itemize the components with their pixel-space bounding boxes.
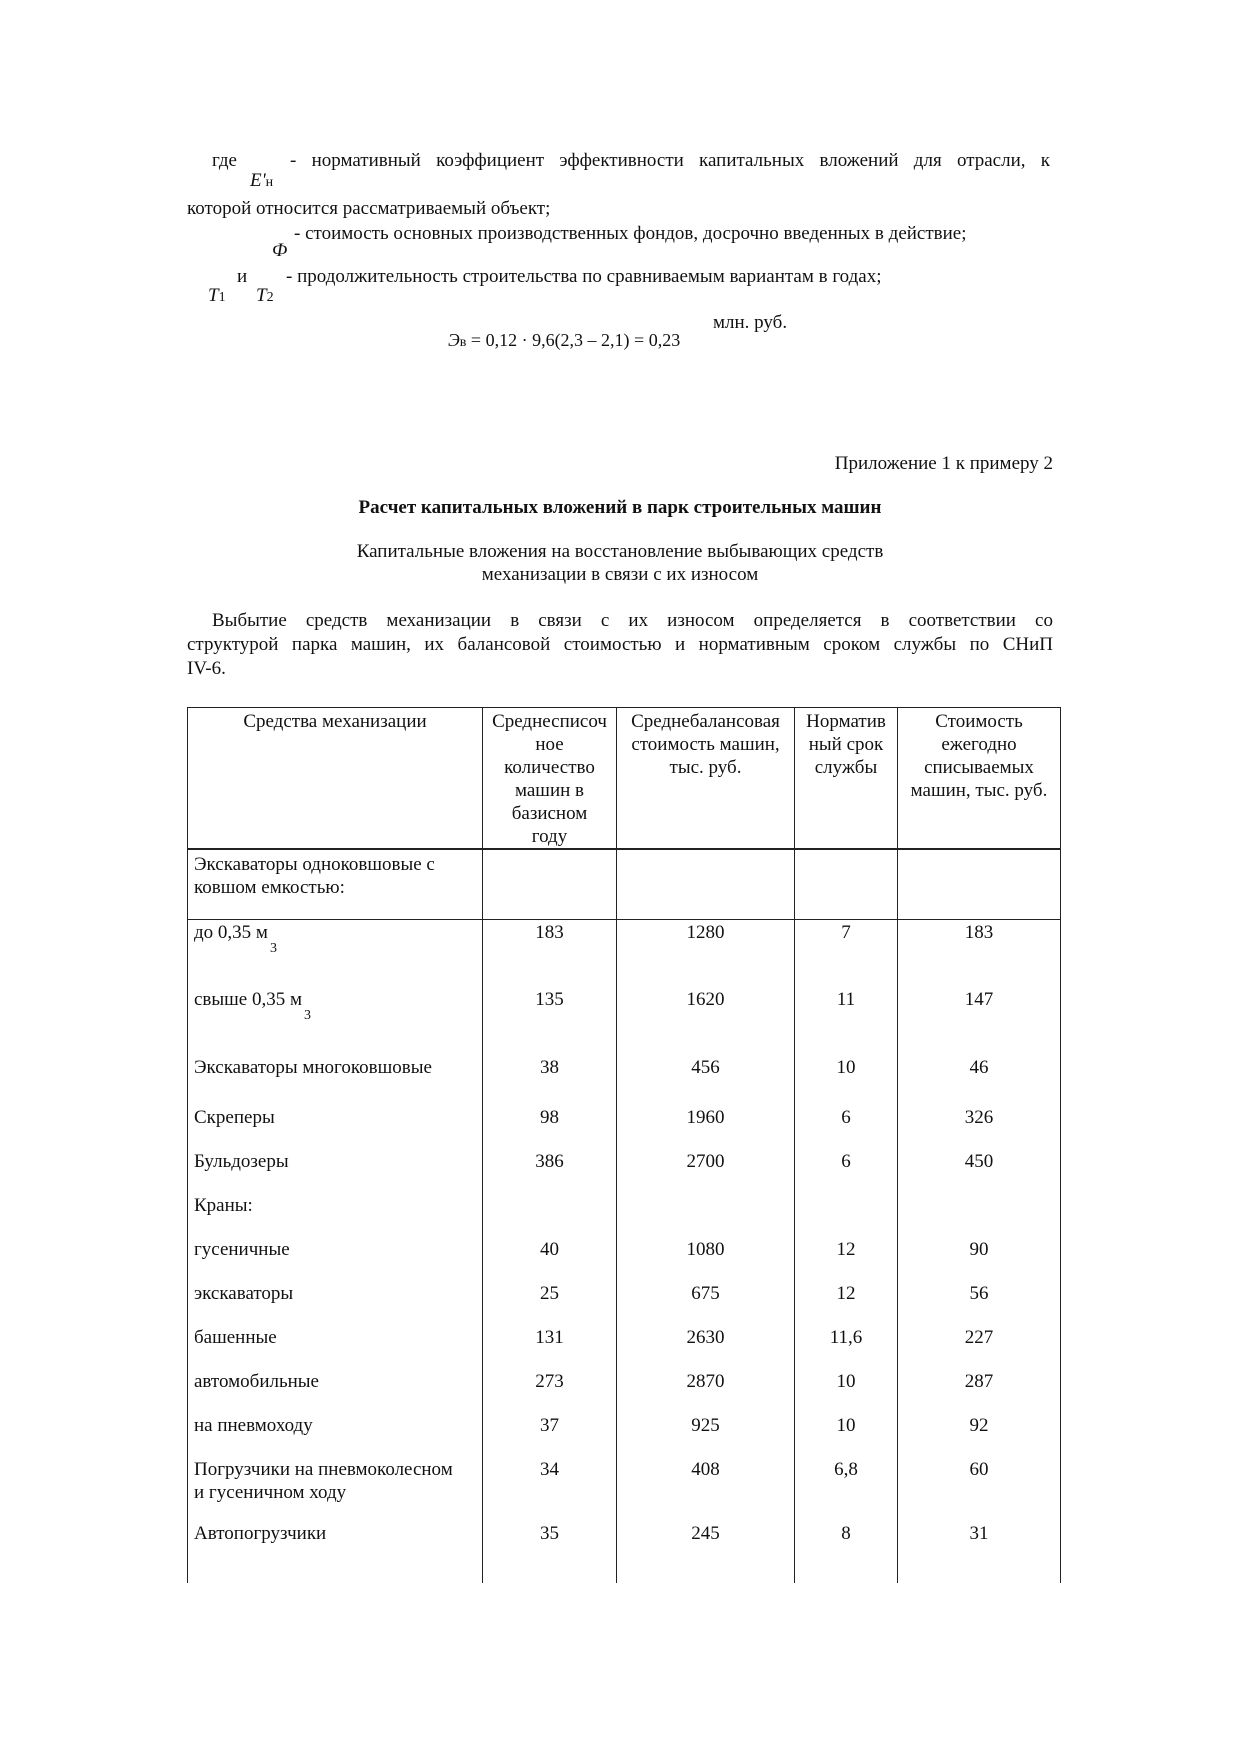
table-row (188, 1369, 1061, 1413)
machinery-name: Скреперы (188, 1105, 483, 1149)
avg-count-cell: 183 (483, 919, 617, 987)
service-life-cell (795, 849, 898, 919)
symbol-e: E'н (250, 170, 274, 191)
machinery-name: на пневмоходу (188, 1413, 483, 1457)
table-row (188, 1149, 1061, 1193)
machinery-name: свыше 0,35 $м_3$ (188, 987, 483, 1055)
service-life-cell: 6,8 (795, 1457, 898, 1521)
table-row (188, 987, 1061, 1055)
definition-f-text: - стоимость основных производственных фондов, досрочно введенных в действие; (294, 223, 967, 244)
header-avg-cost: Среднебалансовая стоимость машин, тыс. руб. (617, 708, 795, 850)
symbol-f: Ф (272, 240, 288, 261)
avg-cost-cell: 1620 (617, 987, 795, 1055)
avg-cost-cell: 2870 (617, 1369, 795, 1413)
machinery-name: Бульдозеры (188, 1149, 483, 1193)
table-row (188, 1055, 1061, 1105)
avg-cost-cell: 1280 (617, 919, 795, 987)
avg-cost-cell: 408 (617, 1457, 795, 1521)
avg-cost-cell: 245 (617, 1521, 795, 1583)
avg-cost-cell: 925 (617, 1413, 795, 1457)
definition-e-continued: которой относится рассматриваемый объект; (187, 198, 551, 219)
table-row (188, 1413, 1061, 1457)
service-life-cell: 6 (795, 1149, 898, 1193)
subheading-line1: Капитальные вложения на восстановление выбывающих средств (356, 541, 884, 562)
avg-count-cell: 38 (483, 1055, 617, 1105)
avg-count-cell (483, 1193, 617, 1237)
formula: Эв = 0,12 · 9,6(2,3 – 2,1) = 0,23 (448, 330, 681, 350)
avg-count-cell: 131 (483, 1325, 617, 1369)
annual-writeoff-cell: 287 (898, 1369, 1061, 1413)
header-service-life: Норматив ный срок службы (795, 708, 898, 850)
service-life-cell: 11 (795, 987, 898, 1055)
page-heading: Расчет капитальных вложений в парк строительных машин (358, 497, 882, 518)
annual-writeoff-cell: 227 (898, 1325, 1061, 1369)
paragraph-line2: структурой парка машин, их балансовой стоимостью и нормативным сроком службы по СНиП (187, 634, 1053, 655)
machinery-name: автомобильные (188, 1369, 483, 1413)
annual-writeoff-cell (898, 849, 1061, 919)
table-row (188, 1457, 1061, 1521)
avg-cost-cell: 2700 (617, 1149, 795, 1193)
avg-cost-cell (617, 849, 795, 919)
formula-unit: млн. руб. (713, 312, 788, 333)
avg-count-cell: 25 (483, 1281, 617, 1325)
table-row (188, 1521, 1061, 1583)
machinery-name: башенные (188, 1325, 483, 1369)
service-life-cell: 8 (795, 1521, 898, 1583)
service-life-cell: 10 (795, 1055, 898, 1105)
table-row (188, 919, 1061, 987)
machinery-name: до 0,35 $м_3$ (188, 919, 483, 987)
annual-writeoff-cell: 92 (898, 1413, 1061, 1457)
avg-cost-cell: 456 (617, 1055, 795, 1105)
machinery-name: Экскаваторы многоковшовые (188, 1055, 483, 1105)
annual-writeoff-cell: 31 (898, 1521, 1061, 1583)
table-header-row (188, 708, 1061, 850)
avg-cost-cell: 2630 (617, 1325, 795, 1369)
avg-count-cell (483, 849, 617, 919)
service-life-cell: 12 (795, 1237, 898, 1281)
avg-cost-cell: 1960 (617, 1105, 795, 1149)
machinery-name: Автопогрузчики (188, 1521, 483, 1583)
avg-count-cell: 273 (483, 1369, 617, 1413)
symbol-t1: T1 (208, 285, 226, 306)
header-annual-writeoff: Стоимость ежегодно списываемых машин, тыс. руб. (898, 708, 1061, 850)
definition-e-text: - нормативный коэффициент эффективности капитальных вложений для отрасли, к (290, 150, 1050, 171)
and-label: и (237, 266, 248, 287)
table-row (188, 1193, 1061, 1237)
service-life-cell: 6 (795, 1105, 898, 1149)
subheading-line2: механизации в связи с их износом (481, 564, 759, 585)
avg-count-cell: 35 (483, 1521, 617, 1583)
avg-cost-cell: 675 (617, 1281, 795, 1325)
appendix-label: Приложение 1 к примеру 2 (834, 453, 1053, 474)
unit-exponent: 3 (269, 940, 277, 956)
symbol-t2: T2 (256, 285, 274, 306)
table-row (188, 1325, 1061, 1369)
machinery-table (187, 707, 1061, 1583)
avg-count-cell: 135 (483, 987, 617, 1055)
annual-writeoff-cell: 450 (898, 1149, 1061, 1193)
table-body (188, 849, 1061, 1583)
table-row (188, 1105, 1061, 1149)
avg-count-cell: 34 (483, 1457, 617, 1521)
annual-writeoff-cell: 90 (898, 1237, 1061, 1281)
machinery-name: гусеничные (188, 1237, 483, 1281)
annual-writeoff-cell: 183 (898, 919, 1061, 987)
machinery-name: Погрузчики на пневмоколесном и гусеничном ходу (188, 1457, 483, 1521)
table-row (188, 1281, 1061, 1325)
table-row (188, 1237, 1061, 1281)
machinery-name: Экскаваторы одноковшовые с ковшом емкостью: (188, 849, 483, 919)
annual-writeoff-cell (898, 1193, 1061, 1237)
avg-count-cell: 98 (483, 1105, 617, 1149)
service-life-cell: 7 (795, 919, 898, 987)
avg-cost-cell: 1080 (617, 1237, 795, 1281)
machinery-name: экскаваторы (188, 1281, 483, 1325)
avg-count-cell: 37 (483, 1413, 617, 1457)
where-label: где (212, 150, 237, 171)
avg-cost-cell (617, 1193, 795, 1237)
header-avg-count: Среднесписоч ное количество машин в базисном году (483, 708, 617, 850)
avg-count-cell: 386 (483, 1149, 617, 1193)
definition-t-text: - продолжительность строительства по сравниваемым вариантам в годах; (286, 266, 882, 287)
annual-writeoff-cell: 56 (898, 1281, 1061, 1325)
annual-writeoff-cell: 326 (898, 1105, 1061, 1149)
annual-writeoff-cell: 60 (898, 1457, 1061, 1521)
service-life-cell (795, 1193, 898, 1237)
service-life-cell: 10 (795, 1369, 898, 1413)
table-row (188, 849, 1061, 919)
service-life-cell: 11,6 (795, 1325, 898, 1369)
paragraph-line1: Выбытие средств механизации в связи с их износом определяется в соответствии со (212, 610, 1053, 631)
machinery-name: Краны: (188, 1193, 483, 1237)
annual-writeoff-cell: 147 (898, 987, 1061, 1055)
service-life-cell: 12 (795, 1281, 898, 1325)
service-life-cell: 10 (795, 1413, 898, 1457)
header-machinery: Средства механизации (188, 708, 483, 850)
paragraph-line3: IV-6. (187, 658, 226, 679)
avg-count-cell: 40 (483, 1237, 617, 1281)
unit-exponent: 3 (304, 1008, 312, 1023)
annual-writeoff-cell: 46 (898, 1055, 1061, 1105)
